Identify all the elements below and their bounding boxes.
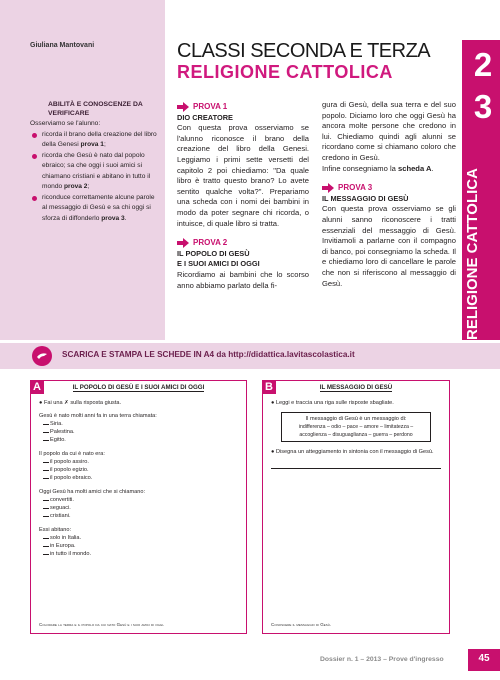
page-number: 45 xyxy=(478,653,490,664)
answer-checkbox[interactable] xyxy=(43,462,49,463)
objectives-list xyxy=(30,130,158,225)
author-name: Giuliana Mantovani xyxy=(30,42,95,49)
question-block: Essi abitano: solo in Italia. in Europa. in tutto il mondo. xyxy=(39,527,92,557)
answer-checkbox[interactable] xyxy=(43,470,49,471)
arrow-right-icon xyxy=(177,238,189,248)
answer-checkbox[interactable] xyxy=(43,546,49,547)
question-block: Il popolo da cui è nato era: il popolo assiro. il popolo egizio. il popolo ebraico. xyxy=(39,451,105,481)
worksheet-b-tag: B xyxy=(262,380,276,394)
message-word-box: Il messaggio di Gesù è un messaggio di: indifferenza – odio – pace – amore – limitatezza – accoglienza – disuguaglianza – guerra – perdono xyxy=(281,412,431,442)
question-block: Oggi Gesù ha molti amici che si chiamano: convertiti. seguaci. cristiani. xyxy=(39,489,146,519)
answer-checkbox[interactable] xyxy=(43,500,49,501)
objectives-heading: ABILITÀ E CONOSCENZE DA VERIFICARE xyxy=(48,101,143,117)
worksheet-a-body xyxy=(39,399,238,558)
answer-checkbox[interactable] xyxy=(43,554,49,555)
objective-item: ricorda il brano della creazione del libro della Genesi prova 1; xyxy=(30,130,158,151)
class-number-two: 2 xyxy=(473,46,493,83)
worksheet-b-draw-instruction: ● Disegna un atteggiamento in sintonia con il messaggio di Gesù. xyxy=(271,449,434,455)
answer-checkbox[interactable] xyxy=(43,516,49,517)
page-subtitle: RELIGIONE CATTOLICA xyxy=(177,62,393,82)
prova-2-continued: gura di Gesù, della sua terra e del suo popolo. Diciamo loro che oggi Gesù ha ancora molte persone che credono in lui. Chiediamo quindi agli alunni se ricordano come si chiamano coloro che credono in Gesù. xyxy=(322,100,456,162)
prova-2-heading: PROVA 2 xyxy=(177,238,309,249)
answer-checkbox[interactable] xyxy=(43,538,49,539)
prova-1-subtitle: DIO CREATORE xyxy=(177,112,233,122)
worksheet-b-body xyxy=(271,399,441,469)
page-title: CLASSI SECONDA E TERZA xyxy=(177,40,431,62)
objectives-intro: Osserviamo se l'alunno: xyxy=(30,120,101,127)
page-footer-text: Dossier n. 1 – 2013 – Prove d'ingresso xyxy=(320,656,444,663)
prova-2-subtitle: IL POPOLO DI GESÙ xyxy=(177,248,250,258)
prova-2-subtitle-2: E I SUOI AMICI DI OGGI xyxy=(177,259,260,269)
objectives-box xyxy=(30,100,158,224)
text-column-1 xyxy=(177,100,309,291)
prova-2-text: Ricordiamo ai bambini che lo scorso anno abbiamo parlato della fi- xyxy=(177,269,309,290)
worksheet-b xyxy=(262,380,450,634)
answer-checkbox[interactable] xyxy=(43,508,49,509)
prova-3-text: Con questa prova osserviamo se gli alunni sanno riconoscere i tratti essenziali del messaggio di Gesù. Invitiamoli a parlarne con il compagno di banco, poi consegniamo la scheda. Il e chiediamo loro di cancellare le parole che non si riferiscono al messaggio di Gesù. xyxy=(322,204,456,288)
question-block: Gesù è nato molti anni fa in una terra chiamata: Siria. Palestina. Egitto. xyxy=(39,413,157,443)
download-icon xyxy=(32,346,52,366)
side-tab-label: RELIGIONE CATTOLICA xyxy=(464,168,481,340)
arrow-right-icon xyxy=(177,102,189,112)
prova-1-text: Con questa prova osserviamo se l'alunno riconosce il brano della creazione del libro della Genesi. Leggiamo i primi sette versetti del capitolo 2 poi chiediamo: "Da quale libro è tratto questo brano? Lo avete sentito qualche volta?". Prepariamo una scheda con i nomi dei bambini in modo da poter segnare chi ricorda, o intuisce, di quale libro si tratta. xyxy=(177,123,309,228)
answer-checkbox[interactable] xyxy=(43,432,49,433)
worksheet-a xyxy=(30,380,247,634)
prova-3-heading: PROVA 3 xyxy=(322,183,456,194)
answer-line[interactable] xyxy=(271,462,441,469)
worksheet-b-instruction: ● Leggi e traccia una riga sulle risposte sbagliate. xyxy=(271,400,394,406)
answer-checkbox[interactable] xyxy=(43,440,49,441)
bullet-icon xyxy=(32,133,37,138)
bullet-icon xyxy=(32,196,37,201)
worksheet-b-title: IL MESSAGGIO DI GESÙ xyxy=(319,384,393,391)
worksheet-b-footer: Conoscere il messaggio di Gesù. xyxy=(271,622,332,627)
prova-2-closing: Infine consegniamo la scheda A. xyxy=(322,163,434,173)
answer-checkbox[interactable] xyxy=(43,478,49,479)
prova-3-subtitle: IL MESSAGGIO DI GESÙ xyxy=(322,193,409,203)
class-number-three: 3 xyxy=(473,88,493,125)
bullet-icon xyxy=(32,154,37,159)
worksheet-a-footer: Colorare la terra e il popolo da cui nato Gesù e i suoi amici di oggi. xyxy=(39,622,165,627)
worksheet-a-instruction: ● Fai una ✗ sulla risposta giusta. xyxy=(39,400,122,406)
arrow-right-icon xyxy=(322,183,334,193)
answer-checkbox[interactable] xyxy=(43,424,49,425)
worksheet-a-tag: A xyxy=(30,380,44,394)
objective-item: riconduce correttamente alcune parole al messaggio di Gesù e sa chi oggi si sforza di diffonderlo prova 3. xyxy=(30,193,158,225)
text-column-2 xyxy=(322,100,456,289)
prova-1-heading: PROVA 1 xyxy=(177,102,309,113)
download-link[interactable]: http://didattica.lavitascolastica.it xyxy=(228,350,355,359)
worksheet-a-title: IL POPOLO DI GESÙ E I SUOI AMICI DI OGGI xyxy=(72,384,205,391)
download-text: SCARICA E STAMPA LE SCHEDE IN A4 da http://didattica.lavitascolastica.it xyxy=(62,350,355,359)
objective-item: ricorda che Gesù è nato dal popolo ebraico; sa che oggi i suoi amici si chiamano cristiani e abitano in tutto il mondo prova 2; xyxy=(30,151,158,193)
